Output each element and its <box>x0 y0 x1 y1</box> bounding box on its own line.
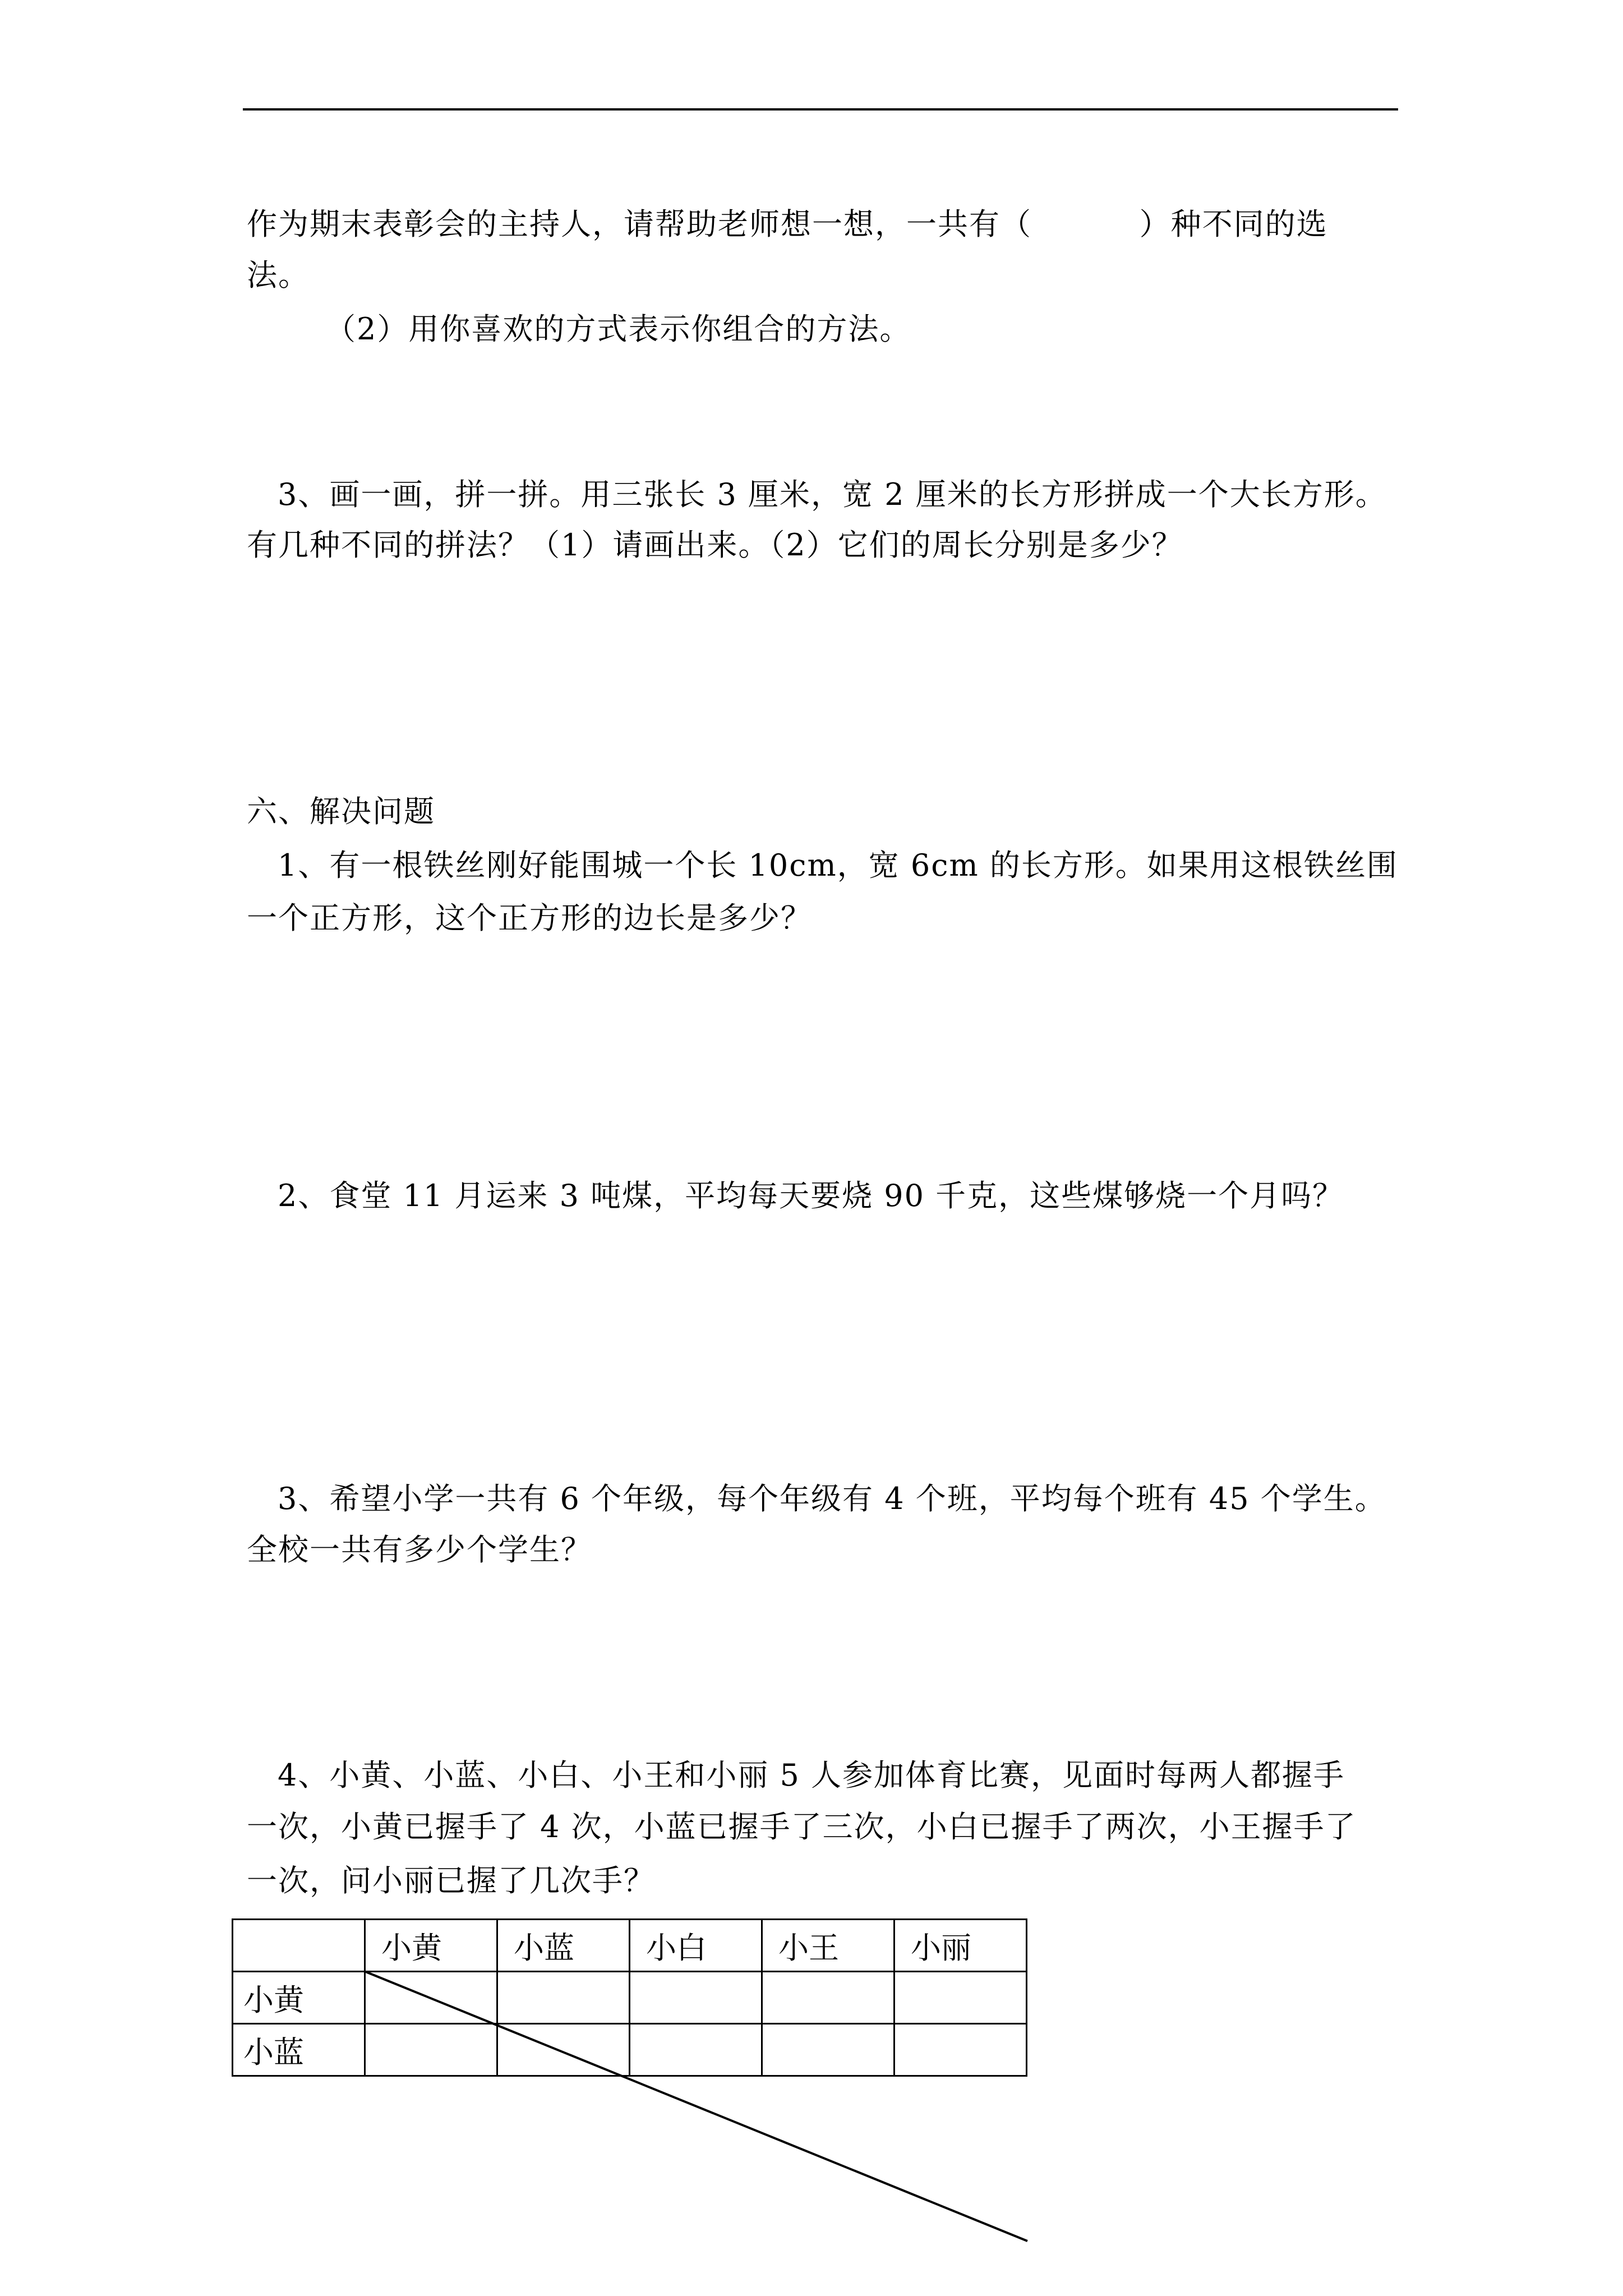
problem4-line2: 一次，小黄已握手了 4 次，小蓝已握手了三次，小白已握手了两次，小王握手了 <box>247 1809 1357 1844</box>
q3-text-line2: 有几种不同的拼法？（1）请画出来。（2）它们的周长分别是多少？ <box>247 527 1183 563</box>
table-cell[interactable] <box>895 1972 1027 2024</box>
table-cell[interactable] <box>895 2024 1027 2076</box>
table-cell[interactable] <box>630 1972 762 2024</box>
problem4-line3: 一次，问小丽已握了几次手？ <box>247 1863 655 1898</box>
handshake-table <box>232 1918 1027 2077</box>
table-cell[interactable] <box>497 2024 630 2076</box>
problem3-line1: 3、希望小学一共有 6 个年级，每个年级有 4 个班，平均每个班有 45 个学生。 <box>278 1481 1386 1516</box>
q2-text-line1: 作为期末表彰会的主持人，请帮助老师想一想，一共有（ ）种不同的选 <box>247 206 1328 242</box>
table-header-cell: 小丽 <box>895 1920 1027 1972</box>
header-rule <box>243 108 1398 111</box>
q2-text-line2: 法。 <box>247 257 310 293</box>
problem2-line1: 2、食堂 11 月运来 3 吨煤，平均每天要烧 90 千克，这些煤够烧一个月吗？ <box>278 1178 1344 1213</box>
table-cell[interactable] <box>762 1972 895 2024</box>
table-row-label: 小黄 <box>233 1972 365 2024</box>
table-header-cell: 小黄 <box>365 1920 497 1972</box>
problem1-line2: 一个正方形，这个正方形的边长是多少？ <box>247 900 812 936</box>
table-cell[interactable] <box>365 1972 497 2024</box>
q3-text-line1: 3、画一画，拼一拼。用三张长 3 厘米，宽 2 厘米的长方形拼成一个大长方形。 <box>278 477 1387 512</box>
problem1-line1: 1、有一根铁丝刚好能围城一个长 10cm，宽 6cm 的长方形。如果用这根铁丝围 <box>278 848 1398 883</box>
table-row <box>233 1972 1027 2024</box>
table-header-cell: 小蓝 <box>497 1920 630 1972</box>
section-title: 六、解决问题 <box>247 794 435 829</box>
table-row-label: 小蓝 <box>233 2024 365 2076</box>
table-row <box>233 2024 1027 2076</box>
table-cell[interactable] <box>762 2024 895 2076</box>
table-cell[interactable] <box>630 2024 762 2076</box>
table-header-cell: 小王 <box>762 1920 895 1972</box>
table-corner-cell <box>233 1920 365 1972</box>
table-cell[interactable] <box>497 1972 630 2024</box>
q2-part2: （2）用你喜欢的方式表示你组合的方法。 <box>325 311 911 347</box>
table-cell[interactable] <box>365 2024 497 2076</box>
table-header-row <box>233 1920 1027 1972</box>
problem3-line2: 全校一共有多少个学生？ <box>247 1532 592 1567</box>
table-header-cell: 小白 <box>630 1920 762 1972</box>
problem4-line1: 4、小黄、小蓝、小白、小王和小丽 5 人参加体育比赛，见面时每两人都握手 <box>278 1757 1345 1793</box>
